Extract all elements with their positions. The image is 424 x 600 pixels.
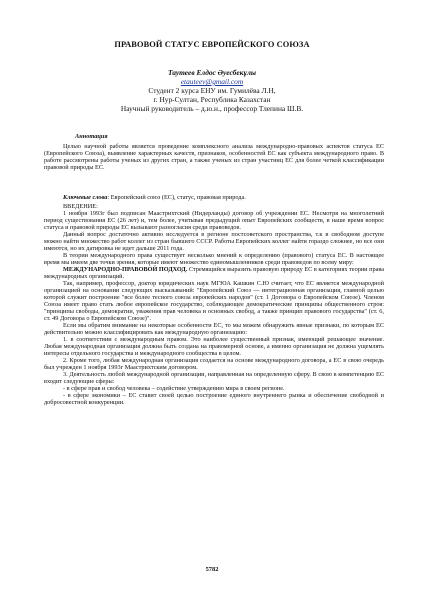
- author-email-link[interactable]: etauteev@gmail.com: [180, 77, 244, 86]
- list-item: - в сфере прав и свобод человека – содействие утверждению мира в своем регионе.: [63, 385, 285, 392]
- keywords-section: [44, 194, 384, 201]
- list-item: - в сфере экономики – ЕС ставит своей целью построение единого внутреннего рынка и обеспечение свободной и добросовестной конкуренции.: [44, 392, 384, 406]
- list-item: 3. Деятельность любой международной организации, направленная на определенную сферу. В свою в компетенцию ЕС входит следующие сферы:: [44, 371, 384, 385]
- body-paragraph: 1 ноября 1993г был подписан Маастрихтский (Нидерланды) договор об учреждении ЕС. Несмотря на многолетний период существования ЕС (26 лет) и, тем более, учитывая предыдущий опыт Европейских сообществ, в наше время вопрос статуса и правовой природы ЕС вызывают разногласия среди правоведов.: [44, 210, 384, 231]
- abstract-text: Целью научной работы является проведение комплексного анализа международно-правовых аспектов статуса ЕС (Европейского Союза), выявление характерных качеств, признаков, особенностей ЕС как субъекта международного право. В работе рассмотрены работы ученых из других стран, а также ученых из стран участниц ЕС для более четкой классификации правовой природы ЕС.: [44, 143, 384, 171]
- section-text: Стремящийся выразить правовую природу ЕС в категориях теории права международных организаций.: [44, 266, 384, 280]
- section-paragraph: [44, 266, 384, 280]
- keywords-label: Ключевые слова: [63, 194, 108, 201]
- intro-heading: ВВЕДЕНИЕ:: [63, 203, 98, 210]
- keywords-text: : Европейский союз (ЕС), статус, правовая природа.: [107, 194, 246, 201]
- section-heading: МЕЖДУНАРОДНО-ПРАВОВОЙ ПОДХОД.: [63, 266, 188, 273]
- body-paragraph: Так, например, профессор, доктор юридических наук МГЮА Кашкин С.Ю считает, что ЕС является международной организацией на основании следующих высказываний: "Европейский Союз — интеграционная организация, главной целью которой служит построение "все более тесного союза европейских народов" (ст. 1 Договора о Европейском Союзе). Членом Союза имеет право стать любое европейское государство, соблюдающее демократические принципы общественного строя: "принципы свободы, демократии, уважения прав человека и основных свобод, а также принцип правового государства" (ст. 6, ст. 49 Договора о Европейском Союзе)".: [44, 280, 384, 322]
- main-body: [44, 203, 384, 406]
- author-name: Таутеев Елдос Әуесбекұлы: [167, 68, 256, 77]
- body-paragraph: В теории международного права существует несколько мнений к определению (правового) статуса ЕС. В настоящее время мы имеем две точки зрения, которые имеют множество единомышленников среди правоведов по всему миру:: [44, 252, 384, 266]
- scientific-advisor: Научный руководитель – д.ю.н., профессор Тлепина Ш.В.: [120, 104, 304, 113]
- abstract-heading: Аннотация: [75, 133, 108, 140]
- affiliation-location: г. Нур-Султан, Республика Казахстан: [153, 95, 271, 104]
- list-item: 2. Кроме того, любая международная организация создается на основе международного договора, а ЕС в свою очередь был учрежден 1 ноября 1993г Маастрихтским договором.: [44, 357, 384, 371]
- abstract-section: [44, 143, 384, 171]
- body-paragraph: Данный вопрос достаточно активно исследуется в регионе постсоветского пространства, т.к в свободном доступе можно найти множество работ коллег из стран бывшего СССР. Работы Европейских коллег найти гораздо сложнее, но все они имеются, но их датировка не идет дальше 2011 года.: [44, 231, 384, 252]
- affiliation-university: Студент 2 курса ЕНУ им. Гумилёва Л.Н,: [148, 86, 276, 95]
- list-item: 1. в соответствии с международным правом. Это наиболее существенный признак, имеющий решающее значение. Любая международная организация должна быть создана на правомерной основе, а именно организация не должна ущемлять интересы отдельного государства и международного сообщества в целом.: [44, 336, 384, 357]
- page-number: 5782: [205, 566, 219, 573]
- keywords-paragraph: [44, 194, 384, 201]
- paper-title: ПРАВОВОЙ СТАТУС ЕВРОПЕЙСКОГО СОЮЗА: [114, 40, 310, 49]
- body-paragraph: Если мы обратим внимание на некоторые особенности ЕС, то мы можем обнаружить явные признаки, по которым ЕС действительно можно классифицировать как международную организацию:: [44, 322, 384, 336]
